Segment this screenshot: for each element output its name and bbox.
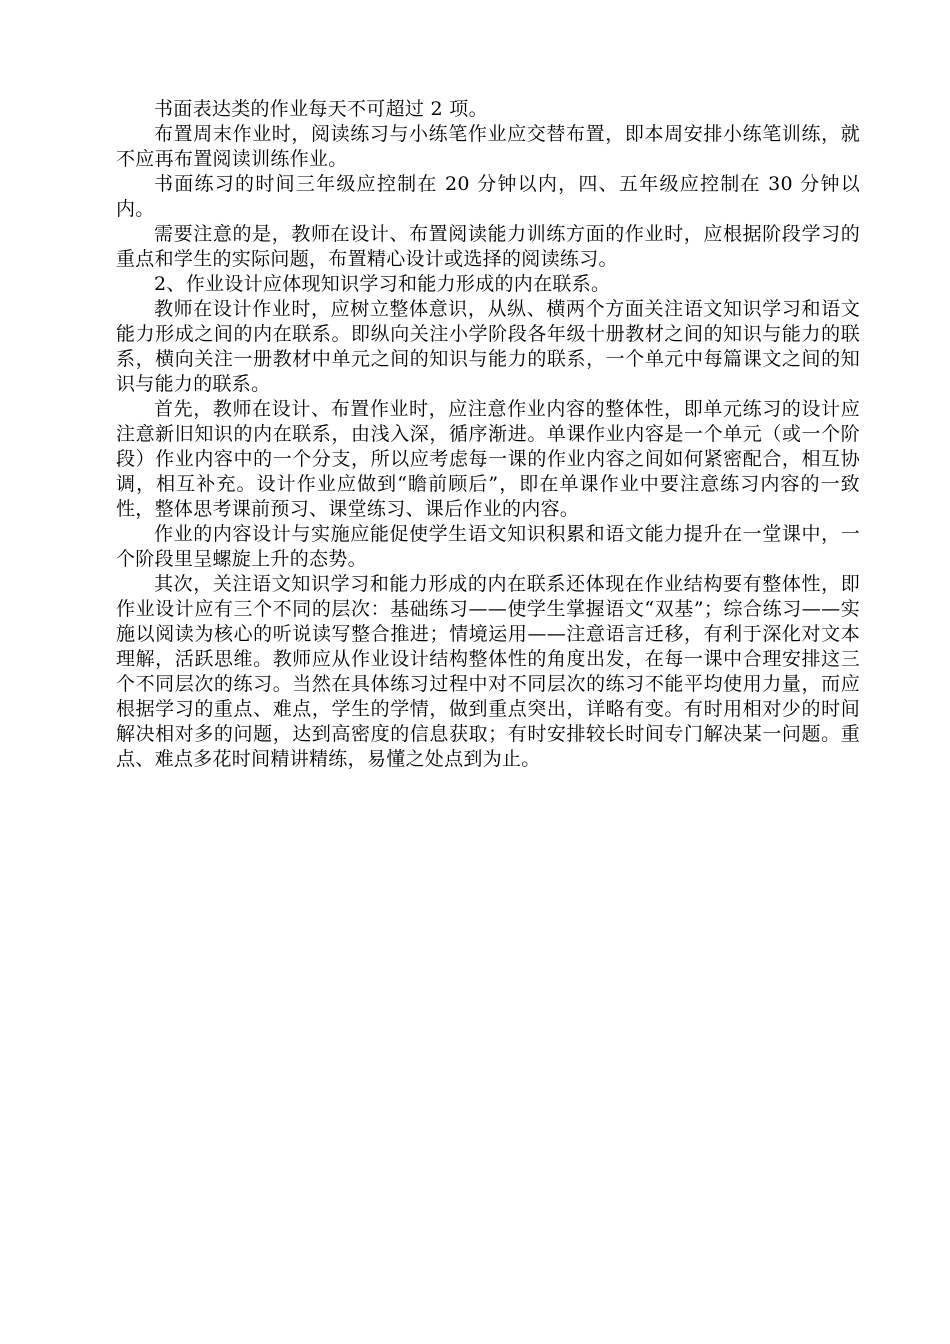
paragraph-7: 首先，教师在设计、布置作业时，应注意作业内容的整体性，即单元练习的设计应注意新旧知识的内在联系，由浅入深，循序渐进。单课作业内容是一个单元（或一个阶段）作业内容中的一个分支，所以应考虑每一课的作业内容之间如何紧密配合，相互协调，相互补充。设计作业应做到“瞻前顾后”，即在单课作业中要注意练习内容的一致性，整体思考课前预习、课堂练习、课后作业的内容。 bbox=[116, 398, 860, 520]
paragraph-1: 书面表达类的作业每天不可超过 2 项。 bbox=[154, 98, 488, 120]
paragraph-4: 需要注意的是，教师在设计、布置阅读能力训练方面的作业时，应根据阶段学习的重点和学生的实际问题，布置精心设计或选择的阅读练习。 bbox=[116, 223, 860, 270]
paragraph-8: 作业的内容设计与实施应能促使学生语文知识积累和语文能力提升在一堂课中，一个阶段里呈螺旋上升的态势。 bbox=[116, 523, 860, 570]
paragraph-6: 教师在设计作业时，应树立整体意识，从纵、横两个方面关注语文知识学习和语文能力形成之间的内在联系。即纵向关注小学阶段各年级十册教材之间的知识与能力的联系，横向关注一册教材中单元之间的知识与能力的联系，一个单元中每篇课文之间的知识与能力的联系。 bbox=[116, 298, 860, 395]
paragraph-3: 书面练习的时间三年级应控制在 20 分钟以内，四、五年级应控制在 30 分钟以内。 bbox=[116, 173, 860, 220]
document-page bbox=[116, 97, 860, 772]
paragraph-2: 布置周末作业时，阅读练习与小练笔作业应交替布置，即本周安排小练笔训练，就不应再布置阅读训练作业。 bbox=[116, 123, 860, 170]
section-heading-2: 2、作业设计应体现知识学习和能力形成的内在联系。 bbox=[154, 273, 611, 295]
paragraph-9: 其次，关注语文知识学习和能力形成的内在联系还体现在作业结构要有整体性，即作业设计应有三个不同的层次：基础练习——使学生掌握语文“双基”；综合练习——实施以阅读为核心的听说读写整合推进；情境运用——注意语言迁移，有利于深化对文本理解，活跃思维。教师应从作业设计结构整体性的角度出发，在每一课中合理安排这三个不同层次的练习。当然在具体练习过程中对不同层次的练习不能平均使用力量，而应根据学习的重点、难点，学生的学情，做到重点突出，详略有变。有时用相对少的时间解决相对多的问题，达到高密度的信息获取；有时安排较长时间专门解决某一问题。重点、难点多花时间精讲精练，易懂之处点到为止。 bbox=[116, 573, 860, 770]
